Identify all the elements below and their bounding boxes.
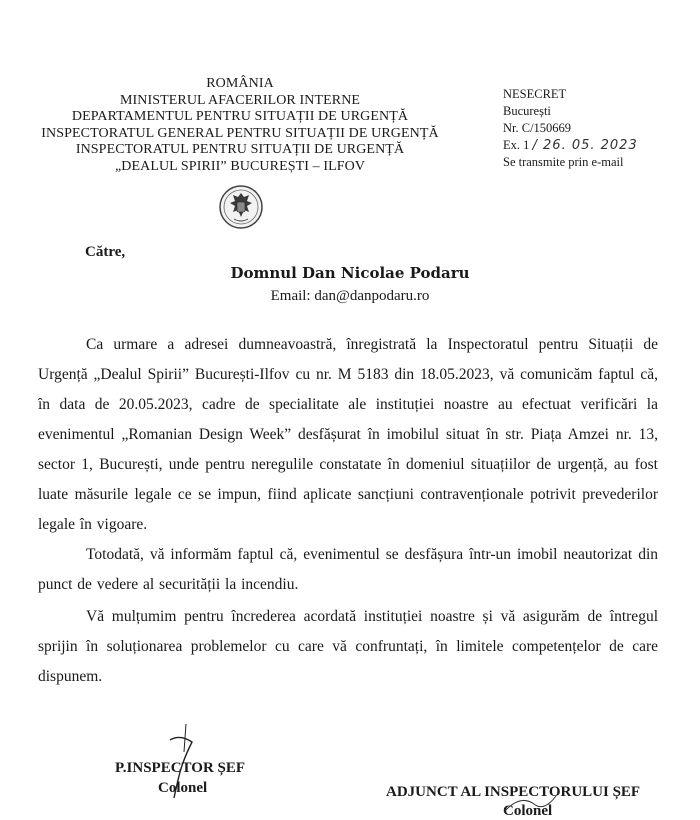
recipient-name-text: Domnul Dan Nicolae Podaru bbox=[230, 264, 470, 282]
header-line-unit-name: „DEALUL SPIRII” BUCUREȘTI – ILFOV bbox=[114, 158, 366, 174]
classification-label: NESECRET bbox=[503, 87, 567, 101]
city-label: București bbox=[503, 104, 551, 118]
handwritten-date: / 26. 05. 2023 bbox=[532, 138, 638, 153]
recipient-name bbox=[0, 264, 700, 282]
header-line-ministry: MINISTERUL AFACERILOR INTERNE bbox=[119, 92, 361, 108]
handwritten-signature-2-icon bbox=[500, 790, 560, 818]
header-line-general-inspectorate: INSPECTORATUL GENERAL PENTRU SITUAȚII DE URGENȚĂ bbox=[41, 125, 439, 141]
copy-number: Ex. 1 bbox=[503, 138, 530, 152]
registration-number: Nr. C/150669 bbox=[503, 121, 572, 135]
header-line-inspectorate: INSPECTORATUL PENTRU SITUAȚII DE URGENȚĂ bbox=[75, 142, 405, 157]
addressee-label: Către, bbox=[85, 244, 126, 260]
left-signatory-rank: Colonel bbox=[158, 780, 208, 796]
issuer-header bbox=[0, 76, 480, 175]
right-signatory-title: ADJUNCT AL INSPECTORULUI ȘEF bbox=[386, 784, 641, 800]
header-line-department: DEPARTAMENTUL PENTRU SITUAȚII DE URGENȚĂ bbox=[71, 109, 409, 124]
body-paragraph-3: Vă mulțumim pentru încrederea acordată instituției noastre și vă asigurăm de întregul sprijin în soluționarea problemelor cu care vă confruntați, în limitele competențelor de care dispunem. bbox=[38, 608, 658, 685]
header-line-country: ROMÂNIA bbox=[206, 76, 274, 91]
body-paragraph-1: Ca urmare a adresei dumneavoastră, înregistrată la Inspectoratul pentru Situații de Urgență „Dealul Spirii” București-Ilfov cu nr. M 5183 din 18.05.2023, vă comunicăm faptul că, în data de 20.05.2023, cadre de specialitate ale instituției noastre au efectuat verificări la evenimentul „Romanian Design Week” desfășurat în imobilul situat în str. Piața Amzei nr. 13, sector 1, București, unde pentru neregulile constatate în domeniul situațiilor de urgență, au fost luate măsurile legale ce se impun, fiind aplicate sancțiuni contravenționale potrivit prevederilor legale în vigoare. bbox=[38, 336, 658, 533]
left-signatory-title: P.INSPECTOR ȘEF bbox=[115, 760, 246, 776]
transmission-note: Se transmite prin e-mail bbox=[503, 155, 624, 169]
recipient-email-text: Email: dan@danpodaru.ro bbox=[270, 288, 430, 304]
body-paragraph-2: Totodată, vă informăm faptul că, evenimentul se desfășura într-un imobil neautorizat din punct de vedere al securității la incendiu. bbox=[38, 546, 658, 593]
coat-of-arms-icon bbox=[218, 184, 264, 230]
recipient-email bbox=[0, 288, 700, 305]
document-meta bbox=[503, 86, 638, 171]
copy-and-date bbox=[503, 137, 638, 154]
right-signatory-rank: Colonel bbox=[503, 803, 553, 819]
